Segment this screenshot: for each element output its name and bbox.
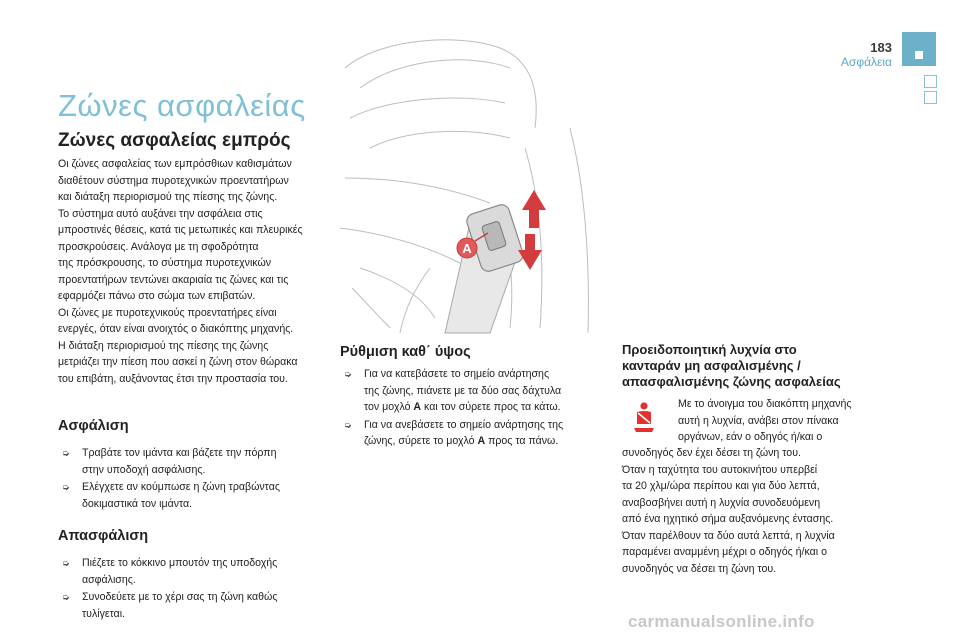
- text-line: της πρόσκρουσης, το σύστημα πυροτεχνικών: [58, 257, 272, 269]
- text-line: Το σύστημα αυτό αυξάνει την ασφάλεια στις: [58, 207, 263, 220]
- warning-intro: Με το άνοιγμα του διακόπτη μηχανής αυτή η λυχνία, ανάβει στον πίνακα οργάνων, εάν ο οδηγός ή/και ο: [678, 398, 852, 443]
- bullet-arrow-icon: ➭: [62, 558, 70, 568]
- warning-paragraph: συνοδηγός δεν έχει δέσει τη ζώνη του. Όταν η ταχύτητα του αυτοκινήτου υπερβεί τα 20 χλμ/ώρα περίπου και για δύο λεπτά, αναβοσβήνει αυτή η λυχνία συνοδευόμενη από ένα ηχητικό σήμα αυξανόμενης έντασης. Όταν παρέλθουν τα δύο αυτά λεπτά, η λυχνία παραμένει αναμμένη μέχρι ο οδηγός ή/και ο συνοδηγός να δέσει τη ζώνη του.: [622, 447, 835, 575]
- front-seatbelts-heading: Ζώνες ασφαλείας εμπρός: [58, 130, 291, 151]
- list-item: ➭ Ελέγχετε αν κούμπωσε η ζώνη τραβώντας δοκιμαστικά τον ιμάντα.: [62, 481, 280, 510]
- page-title: Ζώνες ασφαλείας: [58, 88, 306, 123]
- bullet-arrow-icon: ➭: [62, 482, 70, 492]
- text-line: μετριάζει την πίεση που ασκεί η ζώνη στον θώρακα: [58, 356, 298, 368]
- height-adjustment-heading: Ρύθμιση καθ΄ ύψος: [340, 344, 471, 360]
- bullet-arrow-icon: ➭: [62, 448, 70, 458]
- text-line: μπροστινές θέσεις, κατά τις μετωπικές και πλευρικές: [58, 224, 303, 236]
- list-item: ➭ Τραβάτε τον ιμάντα και βάζετε την πόρπη στην υποδοχή ασφάλισης.: [62, 447, 277, 476]
- marker-a-label: A: [462, 241, 472, 256]
- locking-list: [58, 445, 348, 513]
- height-list: [340, 366, 610, 451]
- section-tab-dot: [915, 51, 923, 59]
- tab-square-1: [924, 75, 937, 88]
- bullet-arrow-icon: ➭: [62, 592, 70, 602]
- tab-square-2: [924, 91, 937, 104]
- list-item: ➭ Συνοδεύετε με το χέρι σας τη ζώνη καθώς τυλίγεται.: [62, 591, 278, 620]
- arrow-down-icon: [518, 234, 542, 270]
- text-line: προεντατήρων τεντώνει ακαριαία τις ζώνες και τις: [58, 273, 289, 286]
- page-number: 183: [870, 40, 892, 55]
- text-line: Οι ζώνες ασφαλείας των εμπρόσθιων καθισμάτων: [58, 158, 292, 170]
- locking-heading: Ασφάλιση: [58, 418, 129, 434]
- list-item: ➭ Για να ανεβάσετε το σημείο ανάρτησης της ζώνης, σύρετε το μοχλό A προς τα πάνω.: [344, 418, 564, 447]
- unlocking-list: [58, 555, 348, 623]
- warning-heading: Προειδοποιητική λυχνία στο κανταράν μη ασφαλισμένης / απασφαλισμένης ζώνης ασφαλείας: [622, 342, 841, 389]
- lever-a-ref: A: [413, 401, 422, 413]
- arrow-up-icon: [522, 190, 546, 228]
- list-item: ➭ Πιέζετε το κόκκινο μπουτόν της υποδοχής ασφάλισης.: [62, 557, 278, 586]
- bullet-arrow-icon: ➭: [344, 369, 352, 379]
- watermark: carmanualsonline.info: [628, 612, 815, 631]
- text-line: του επιβάτη, αυξάνοντας έτσι την προστασία του.: [58, 372, 288, 385]
- text-line: ενεργές, όταν είναι ανοιχτός ο διακόπτης μηχανής.: [58, 323, 294, 335]
- text-line: προσκρούσεις. Ανάλογα με τη σφοδρότητα: [58, 240, 259, 253]
- text-line: διαθέτουν σύστημα πυροτεχνικών προεντατήρων: [58, 174, 289, 187]
- front-paragraph: [58, 156, 343, 387]
- list-item: ➭ Για να κατεβάσετε το σημείο ανάρτησης της ζώνης, πιάνετε με τα δύο σας δάχτυλα τον μοχλό A και τον σύρετε προς τα κάτω.: [344, 368, 562, 413]
- lever-a-ref: A: [477, 435, 486, 447]
- text-line: Οι ζώνες με πυροτεχνικούς προεντατήρες είναι: [58, 306, 277, 319]
- text-line: εφαρμόζει πάνω στο σώμα των επιβατών.: [58, 290, 256, 302]
- unlocking-heading: Απασφάλιση: [58, 528, 149, 544]
- seatbelt-warning-icon: [624, 400, 664, 434]
- bullet-arrow-icon: ➭: [344, 419, 352, 430]
- section-label: Ασφάλεια: [840, 55, 892, 69]
- text-line: και διάταξη περιορισμού της πίεσης της ζώνης.: [58, 191, 278, 203]
- seatbelt-height-illustration: [340, 28, 600, 338]
- section-tab: [902, 32, 936, 66]
- text-line: Η διάταξη περιορισμού της πίεσης της ζώνης: [58, 339, 269, 352]
